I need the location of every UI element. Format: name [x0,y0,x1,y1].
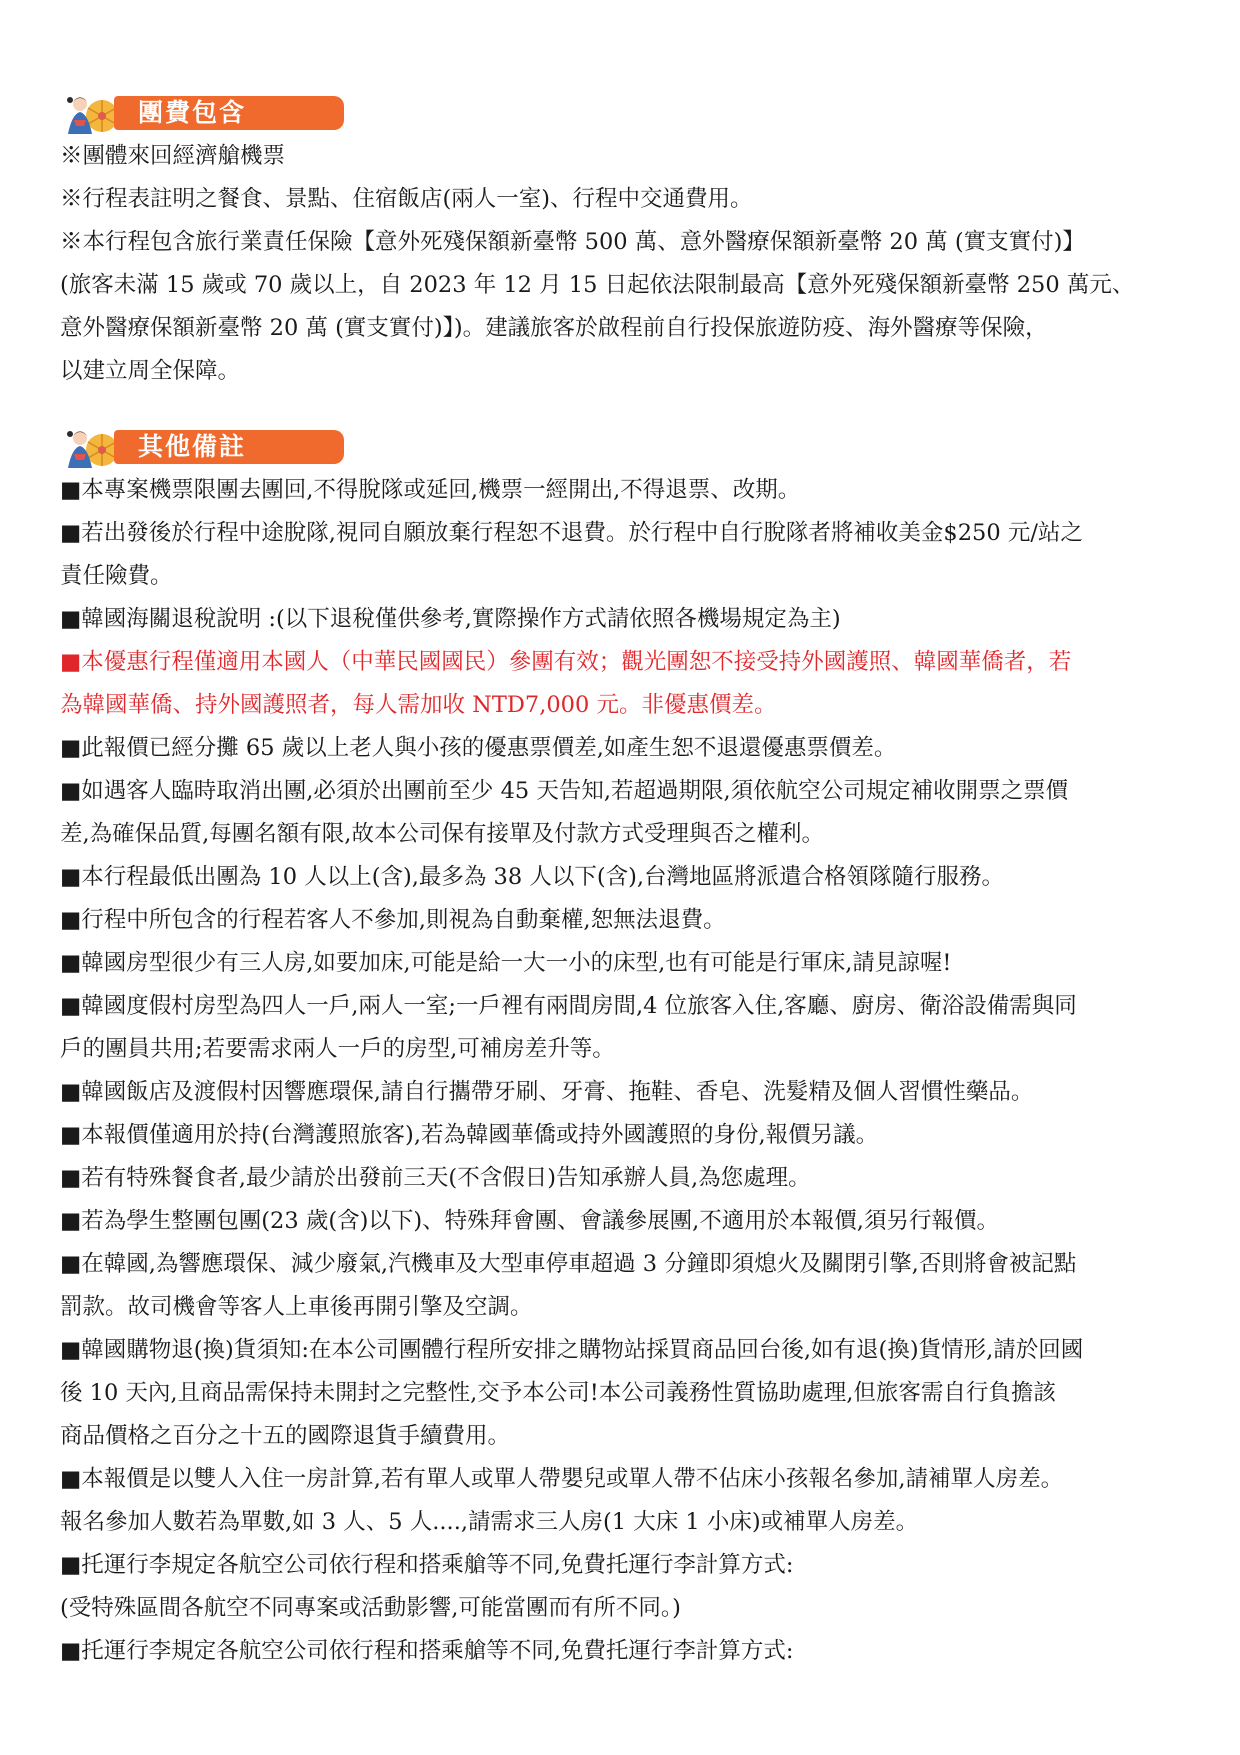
text-line: ■韓國購物退(換)貨須知:在本公司團體行程所安排之購物站採買商品回台後,如有退(換)貨情形,請於回國 [60,1337,1084,1363]
text-line: ■此報價已經分攤 65 歲以上老人與小孩的優惠票價差,如產生恕不退還優惠票價差。 [60,735,897,761]
section-header-other-notes [58,424,298,468]
text-line: ■本專案機票限團去團回,不得脫隊或延回,機票一經開出,不得退票、改期。 [60,477,801,503]
text-line: ■韓國度假村房型為四人一戶,兩人一室;一戶裡有兩間房間,4 位旅客入住,客廳、廚房、衛浴設備需與同 [60,993,1077,1019]
highlight-text-line: 為韓國華僑、持外國護照者，每人需加收 NTD7,000 元。非優惠價差。 [60,692,777,718]
text-line: 差,為確保品質,每團名額有限,故本公司保有接單及付款方式受理與否之權利。 [60,821,824,847]
text-line: 罰款。故司機會等客人上車後再開引擎及空調。 [60,1294,533,1320]
text-line: ■若為學生整團包團(23 歲(含)以下)、特殊拜會團、會議參展團,不適用於本報價,須另行報價。 [60,1208,999,1234]
text-line: ■本報價是以雙人入住一房計算,若有單人或單人帶嬰兒或單人帶不佔床小孩報名參加,請補單人房差。 [60,1466,1064,1492]
text-line: 戶的團員共用;若要需求兩人一戶的房型,可補房差升等。 [60,1036,615,1062]
text-line: ■本行程最低出團為 10 人以上(含),最多為 38 人以下(含),台灣地區將派遣合格領隊隨行服務。 [60,864,1005,890]
hanbok-figure-icon [58,90,122,134]
text-line: ※本行程包含旅行業責任保險【意外死殘保額新臺幣 500 萬、意外醫療保額新臺幣 20 萬 (實支實付)】 [60,229,1085,255]
text-line: ※行程表註明之餐食、景點、住宿飯店(兩人一室)、行程中交通費用。 [60,186,753,212]
text-line: ■韓國房型很少有三人房,如要加床,可能是給一大一小的床型,也有可能是行軍床,請見諒喔! [60,950,952,976]
text-line: 以建立周全保障。 [60,358,241,384]
text-line: 後 10 天內,且商品需保持未開封之完整性,交予本公司!本公司義務性質協助處理,但旅客需自行負擔該 [60,1380,1056,1406]
text-line: ■在韓國,為響應環保、減少廢氣,汽機車及大型車停車超過 3 分鐘即須熄火及關閉引擎,否則將會被記點 [60,1251,1077,1277]
text-line: ■若有特殊餐食者,最少請於出發前三天(不含假日)告知承辦人員,為您處理。 [60,1165,811,1191]
text-line: ■行程中所包含的行程若客人不參加,則視為自動棄權,恕無法退費。 [60,907,726,933]
hanbok-figure-icon [58,424,122,468]
highlight-text-line: ■本優惠行程僅適用本國人（中華民國國民）參團有效；觀光團恕不接受持外國護照、韓國華僑者，若 [60,649,1072,675]
text-line: ※團體來回經濟艙機票 [60,143,286,169]
text-line: (旅客未滿 15 歲或 70 歲以上，自 2023 年 12 月 15 日起依法限制最高【意外死殘保額新臺幣 250 萬元、 [60,272,1135,298]
text-line: 意外醫療保額新臺幣 20 萬 (實支實付)】)。建議旅客於啟程前自行投保旅遊防疫、海外醫療等保險， [60,315,1048,341]
section-header-fees-included [58,90,298,134]
fees-included-list [60,135,1185,393]
text-line: ■托運行李規定各航空公司依行程和搭乘艙等不同,免費托運行李計算方式: [60,1552,794,1578]
section-title: 團費包含 [114,96,344,130]
text-line: ■如遇客人臨時取消出團,必須於出團前至少 45 天告知,若超過期限,須依航空公司規定補收開票之票價 [60,778,1069,804]
text-line: 責任險費。 [60,563,173,589]
text-line: ■本報價僅適用於持(台灣護照旅客),若為韓國華僑或持外國護照的身份,報價另議。 [60,1122,879,1148]
text-line: (受特殊區間各航空不同專案或活動影響,可能當團而有所不同。) [60,1595,681,1621]
text-line: 商品價格之百分之十五的國際退貨手續費用。 [60,1423,511,1449]
text-line: ■韓國飯店及渡假村因響應環保,請自行攜帶牙刷、牙膏、拖鞋、香皂、洗髮精及個人習慣性藥品。 [60,1079,1034,1105]
other-notes-list [60,469,1185,1673]
text-line: ■韓國海關退稅說明 :(以下退稅僅供參考,實際操作方式請依照各機場規定為主) [60,606,841,632]
text-line: ■若出發後於行程中途脫隊,視同自願放棄行程恕不退費。於行程中自行脫隊者將補收美金$250 元/站之 [60,520,1083,546]
text-line: 報名參加人數若為單數,如 3 人、5 人....,請需求三人房(1 大床 1 小床)或補單人房差。 [60,1509,919,1535]
text-line: ■托運行李規定各航空公司依行程和搭乘艙等不同,免費托運行李計算方式: [60,1638,794,1664]
section-title: 其他備註 [114,430,344,464]
